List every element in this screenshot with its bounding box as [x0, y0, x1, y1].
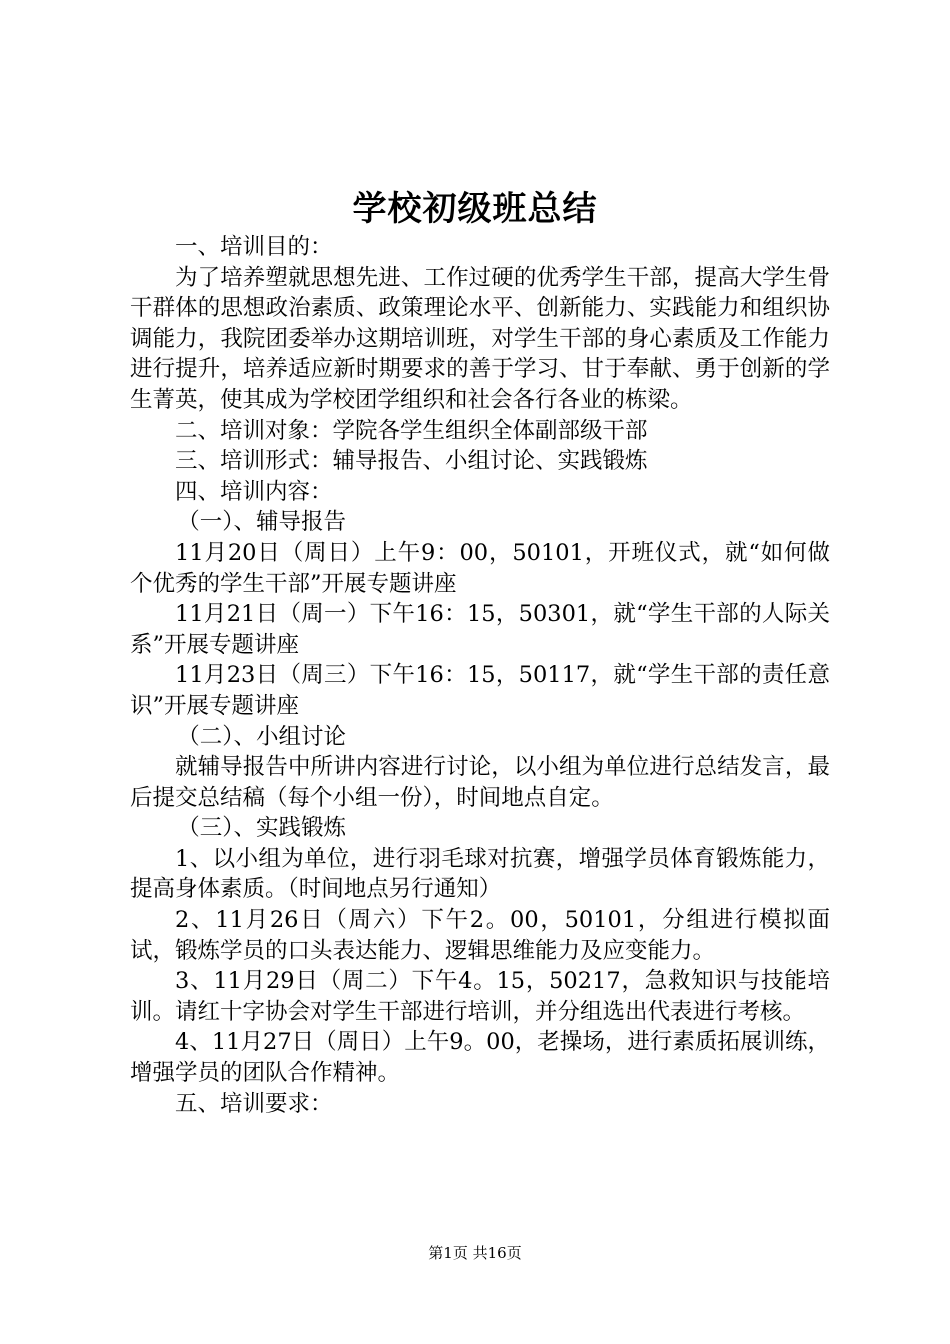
section-heading-format: 三、培训形式：辅导报告、小组讨论、实践锻炼 — [175, 448, 648, 475]
practice-item: 2、11月26日（周六）下午2。00，50101，分组进行模拟面试，锻炼学员的口头表达能力、逻辑思维能力及应变能力。 — [130, 907, 830, 964]
section-heading-requirements: 五、培训要求： — [175, 1090, 333, 1117]
lecture-item: 11月21日（周一）下午16：15，50301，就“学生干部的人际关系”开展专题讲座 — [130, 601, 830, 658]
practice-item: 4、11月27日（周日）上午9。00，老操场，进行素质拓展训练，增强学员的团队合作精神。 — [130, 1029, 830, 1087]
lecture-item: 11月20日（周日）上午9：00，50101，开班仪式，就“如何做个优秀的学生干部”开展专题讲座 — [130, 539, 830, 597]
subsection-heading-practice: （三）、实践锻炼 — [177, 815, 347, 842]
practice-item: 1、以小组为单位，进行羽毛球对抗赛，增强学员体育锻炼能力，提高身体素质。（时间地点另行通知） — [130, 845, 830, 903]
section-heading-content: 四、培训内容： — [175, 478, 333, 505]
paragraph-discussion: 就辅导报告中所讲内容进行讨论，以小组为单位进行总结发言，最后提交总结稿（每个小组一份），时间地点自定。 — [130, 754, 830, 811]
practice-item: 3、11月29日（周二）下午4。15，50217，急救知识与技能培训。请红十字协会对学生干部进行培训，并分组选出代表进行考核。 — [130, 968, 830, 1025]
lecture-item: 11月23日（周三）下午16：15，50117，就“学生干部的责任意识”开展专题讲座 — [130, 662, 830, 719]
subsection-heading-lectures: （一）、辅导报告 — [177, 509, 347, 536]
section-heading-purpose: 一、培训目的： — [175, 234, 333, 260]
section-heading-audience: 二、培训对象：学院各学生组织全体副部级干部 — [175, 417, 648, 444]
subsection-heading-discussion: （二）、小组讨论 — [177, 723, 347, 750]
paragraph-purpose: 为了培养塑就思想先进、工作过硬的优秀学生干部，提高大学生骨干群体的思想政治素质、政策理论水平、创新能力、实践能力和组织协调能力，我院团委举办这期培训班，对学生干部的身心素质及工作能力进行提升，培养适应新时期要求的善于学习、甘于奉献、勇于创新的学生菁英，使其成为学校团学组织和社会各行各业的栋梁。 — [130, 264, 830, 413]
page-number-footer: 第1页 共16页 — [428, 1244, 522, 1262]
document-title: 学校初级班总结 — [352, 189, 598, 229]
document-body — [130, 232, 830, 1119]
